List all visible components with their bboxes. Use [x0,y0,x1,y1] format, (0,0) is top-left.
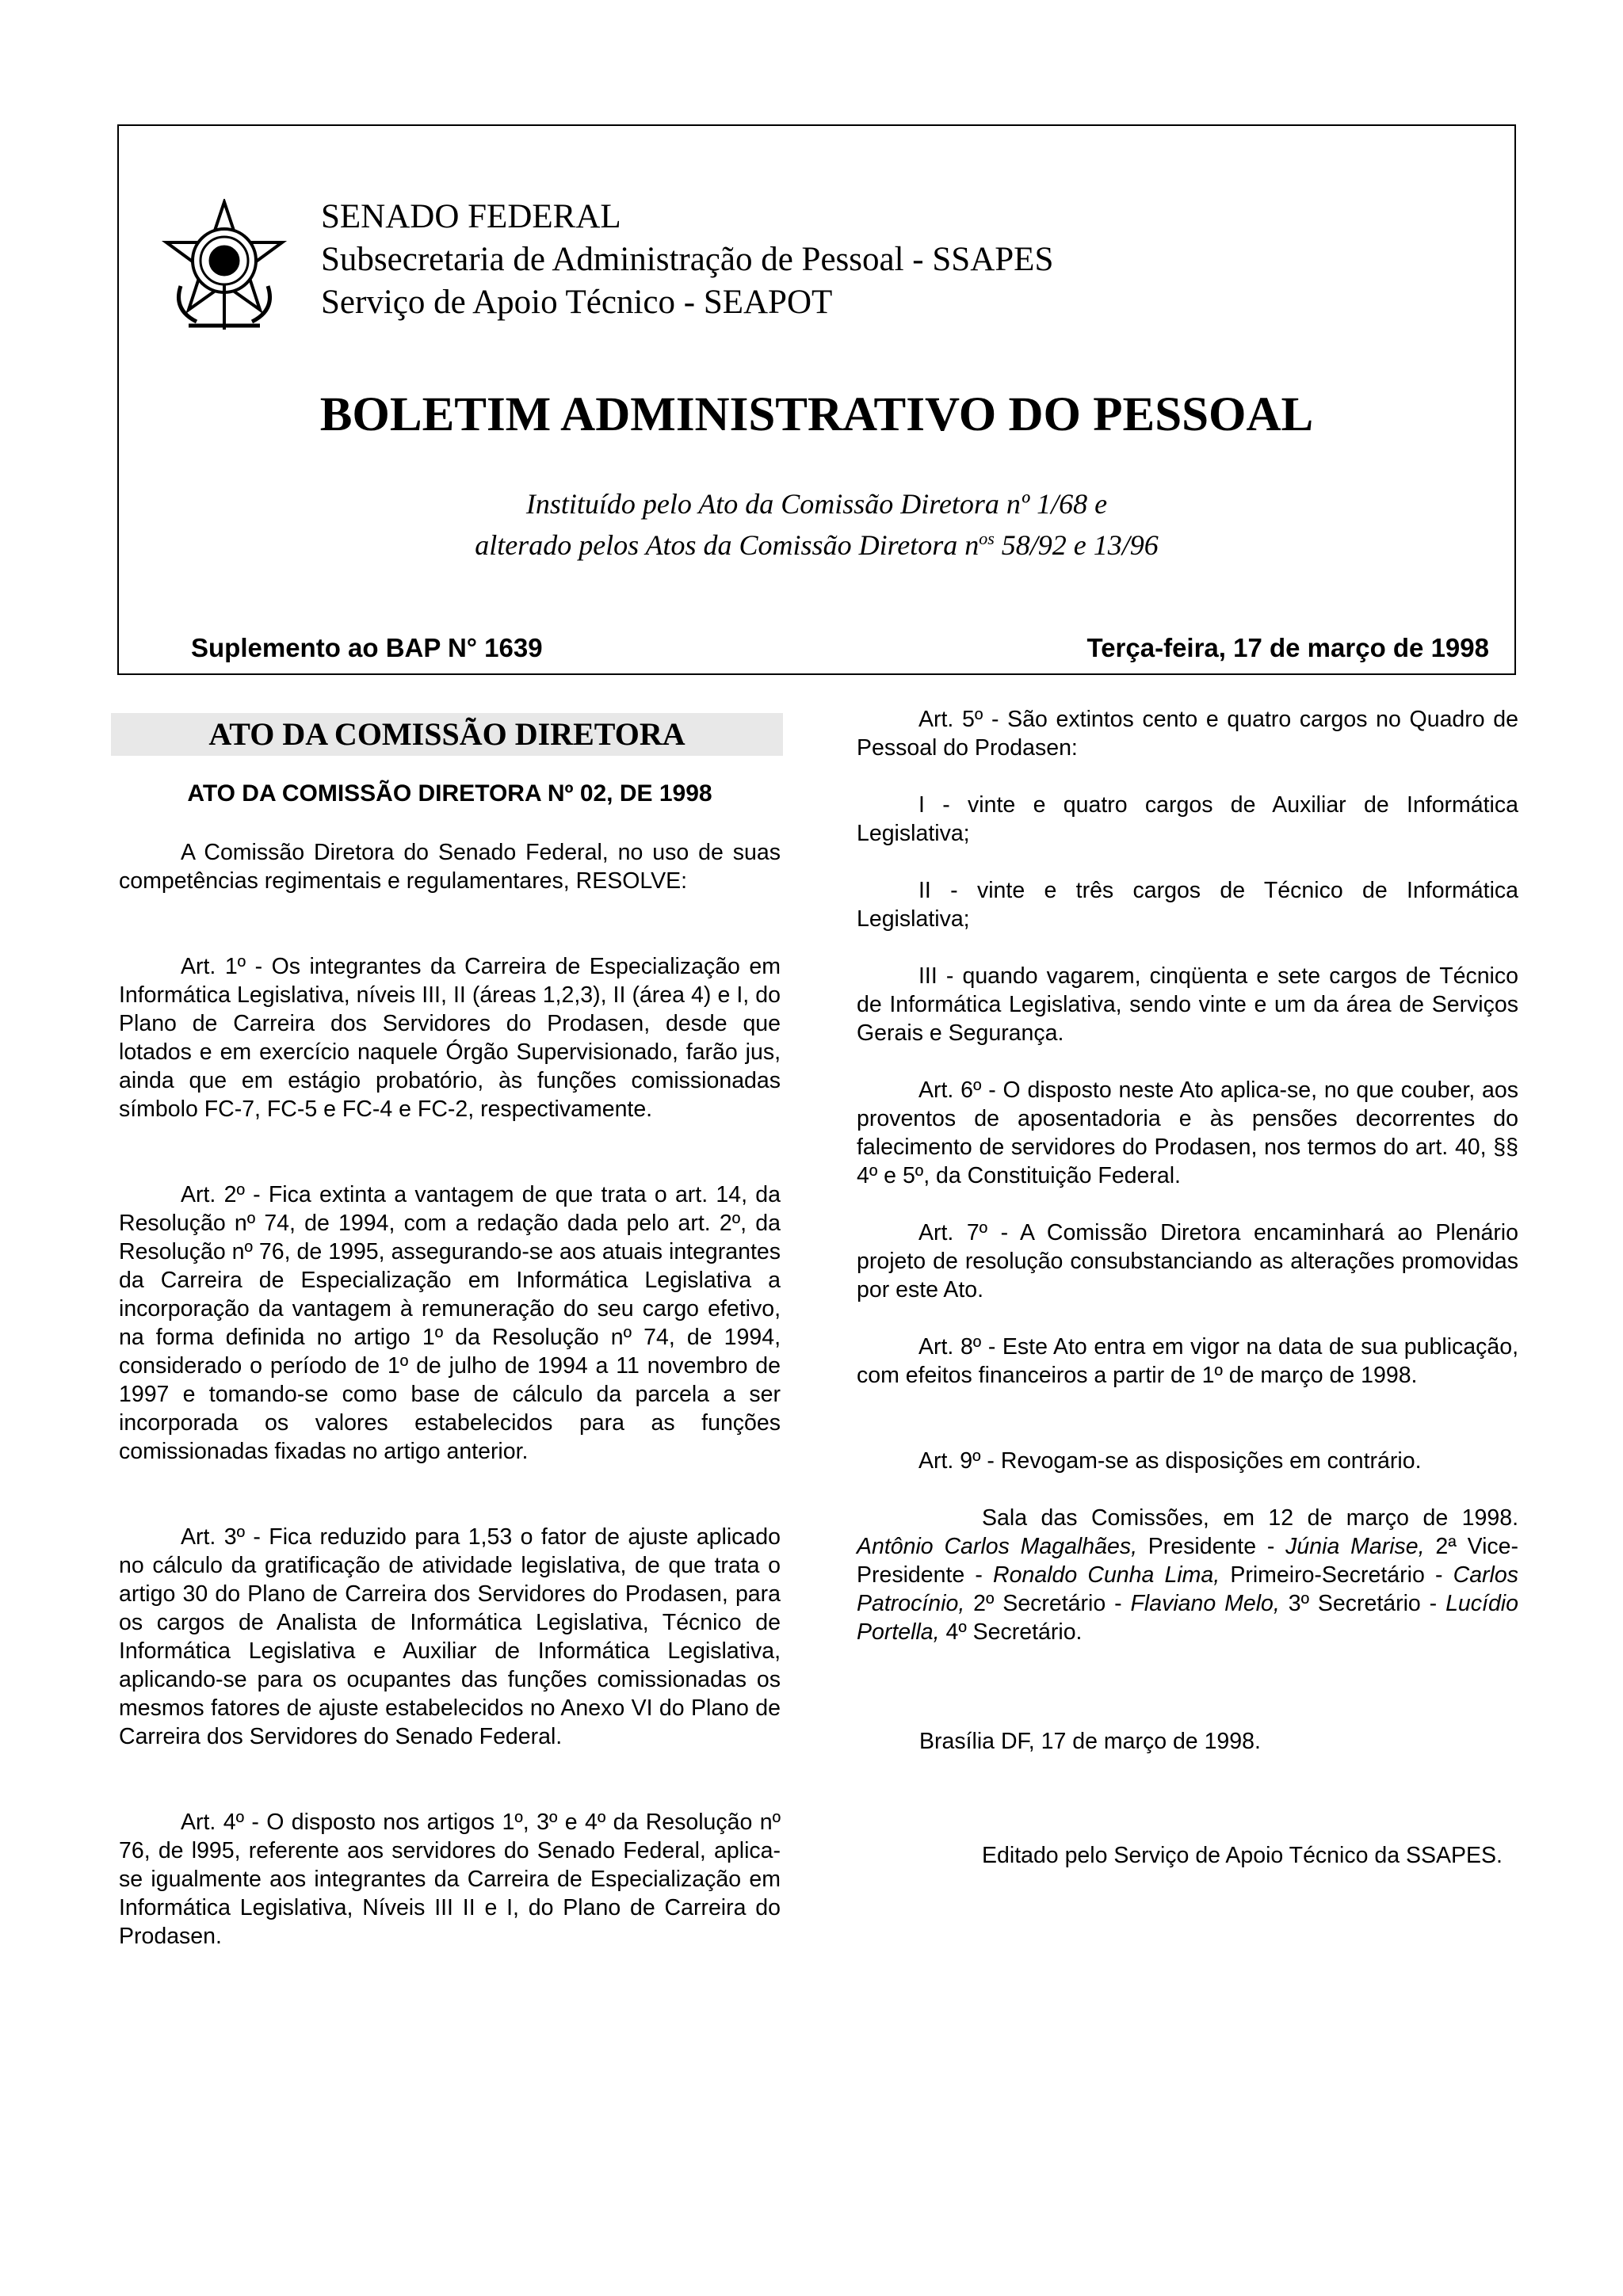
subtitle-line-1: Instituído pelo Ato da Comissão Diretora nº 1/68 e [525,488,1108,520]
subtitle-line-2-b: 58/92 e 13/96 [994,529,1159,561]
article-5: Art. 5º - São extintos cento e quatro cargos no Quadro de Pessoal do Prodasen: [857,707,1518,761]
org-name: SENADO FEDERAL [321,198,621,235]
article-6: Art. 6º - O disposto neste Ato aplica-se, no que couber, aos proventos de aposentadoria e às pensões decorrentes do falecimento de servidores do Prodasen, nos termos do art. 40, §§ 4º e 5º, da Constituição Federal. [857,1077,1518,1188]
article-4: Art. 4º - O disposto nos artigos 1º, 3º e 4º da Resolução nº 76, de l995, referente aos servidores do Senado Federal, aplica-se igualmente aos integrantes da Carreira de Especialização em Informática Legislativa, Níveis III II e I, do Plano de Carreira do Prodasen. [119,1810,781,1949]
article-3: Art. 3º - Fica reduzido para 1,53 o fator de ajuste aplicado no cálculo da gratificação de atividade legislativa, de que trata o artigo 30 do Plano de Carreira dos Servidores do Prodasen, para os cargos de Analista de Informática Legislativa, Técnico de Informática Legislativa e Auxiliar de Informática Legislativa, aplicando-se para os ocupantes das funções comissionadas os mesmos fatores de ajuste estabelecidos no Anexo VI do Plano de Carreira dos Servidores do Senado Federal. [119,1524,781,1749]
signatory-5-title: 3º Secretário - [1279,1591,1446,1616]
bulletin-subtitle [119,486,1514,563]
signatory-1-title: Presidente - [1136,1534,1286,1559]
signature-place-date: Sala das Comissões, em 12 de março de 1998. [982,1505,1518,1531]
article-5-item-ii: II - vinte e três cargos de Técnico de Informática Legislativa; [857,878,1518,932]
signatory-6: Lucídio Portella, [857,1591,1518,1645]
signatory-2-title: 2ª Vice-Presidente - [857,1534,1519,1588]
signatory-2: Júnia Marise, [1285,1534,1425,1559]
act-title: ATO DA COMISSÃO DIRETORA Nº 02, DE 1998 [187,780,712,807]
org-subsecretariat: Subsecretaria de Administração de Pessoal - SSAPES [321,241,1054,278]
section-heading: ATO DA COMISSÃO DIRETORA [111,713,783,756]
issue-date: Terça-feira, 17 de março de 1998 [1086,633,1489,662]
edited-by-note: Editado pelo Serviço de Apoio Técnico da SSAPES. [982,1843,1503,1868]
article-1: Art. 1º - Os integrantes da Carreira de Especialização em Informática Legislativa, níveis III, II (áreas 1,2,3), II (área 4) e I, do Plano de Carreira dos Servidores do Prodasen, desde que lotados e em exercício naquele Órgão Supervisionado, farão jus, ainda que em estágio probatório, às funções comissionadas símbolo FC-7, FC-5 e FC-4 e FC-2, respectivamente. [119,954,781,1122]
signatory-5: Flaviano Melo, [1130,1591,1280,1616]
signatory-1: Antônio Carlos Magalhães, [857,1534,1137,1559]
signatory-4-title: 2º Secretário - [964,1591,1131,1616]
brasilia-date: Brasília DF, 17 de março de 1998. [919,1729,1261,1754]
article-5-item-iii: III - quando vagarem, cinqüenta e sete cargos de Técnico de Informática Legislativa, sendo vinte e um da área de Serviços Gerais e Segurança. [857,963,1518,1046]
article-8: Art. 8º - Este Ato entra em vigor na data de sua publicação, com efeitos financeiros a partir de 1º de março de 1998. [857,1334,1518,1388]
subtitle-line-2 [119,521,1514,563]
organization-block [321,196,1053,324]
article-5-item-i: I - vinte e quatro cargos de Auxiliar de Informática Legislativa; [857,792,1518,846]
subtitle-line-2-sup: os [979,528,995,548]
signatory-3: Ronaldo Cunha Lima, [993,1562,1220,1588]
intro-paragraph: A Comissão Diretora do Senado Federal, no uso de suas competências regimentais e regulamentares, RESOLVE: [119,840,781,894]
article-9: Art. 9º - Revogam-se as disposições em contrário. [918,1448,1422,1474]
signature-block [857,1504,1518,1646]
subtitle-line-2-a: alterado pelos Atos da Comissão Diretora n [475,529,980,561]
signatory-6-title: 4º Secretário. [939,1619,1083,1645]
article-2: Art. 2º - Fica extinta a vantagem de que trata o art. 14, da Resolução nº 74, de 1994, com a redação dada pelo art. 2º, da Resolução nº 76, de 1995, assegurando-se aos atuais integrantes da Carreira de Especialização em Informática Legislativa a incorporação da vantagem à remuneração do seu cargo efetivo, na forma definida no artigo 1º da Resolução nº 74, de 1994, considerado o período de 1º de julho de 1994 a 11 novembro de 1997 e tomando-se como base de cálculo da parcela a ser incorporada os valores estabelecidos para as funções comissionadas fixadas no artigo anterior. [119,1182,781,1464]
header-box [117,124,1516,675]
supplement-number: Suplemento ao BAP N° 1639 [191,633,543,662]
signatory-4: Carlos Patrocínio, [857,1562,1518,1616]
brazil-coat-of-arms-icon [157,199,292,334]
org-service: Serviço de Apoio Técnico - SEAPOT [321,284,833,321]
bulletin-title: BOLETIM ADMINISTRATIVO DO PESSOAL [319,388,1314,441]
signatory-3-title: Primeiro-Secretário - [1220,1562,1453,1588]
article-7: Art. 7º - A Comissão Diretora encaminhará ao Plenário projeto de resolução consubstanciando as alterações promovidas por este Ato. [857,1220,1518,1302]
